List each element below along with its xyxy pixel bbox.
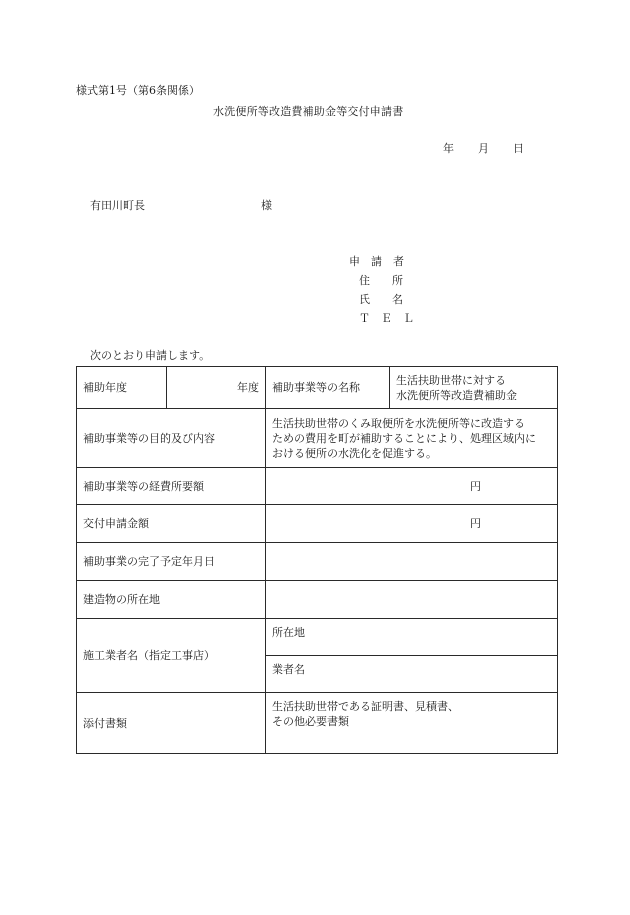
table-row	[77, 543, 558, 581]
applicant-label: 申 請 者	[349, 255, 404, 268]
attachments-value	[266, 693, 558, 754]
attachments-line: 生活扶助世帯である証明書、見積書、	[272, 700, 459, 713]
contractor-address-label: 所在地	[272, 626, 305, 639]
date-month: 月	[478, 142, 489, 155]
purpose-line: 生活扶助世帯のくみ取便所を水洗便所等に改造する	[272, 416, 525, 430]
building-location-label: 建造物の所在地	[77, 581, 266, 619]
date-year: 年	[443, 142, 454, 155]
addressee-name: 有田川町長	[90, 199, 145, 212]
project-name-line: 生活扶助世帯に対する	[396, 373, 506, 387]
request-amount-label: 交付申請金額	[77, 505, 266, 543]
date-line	[443, 142, 524, 156]
purpose-label: 補助事業等の目的及び内容	[77, 409, 266, 468]
table-row	[77, 409, 558, 468]
project-name-line: 水洗便所等改造費補助金	[396, 388, 517, 402]
project-name-value	[390, 367, 558, 409]
addressee	[90, 199, 272, 213]
table-row	[77, 619, 558, 656]
cost-unit: 円	[470, 479, 481, 493]
purpose-line: おける便所の水洗化を促進する。	[272, 446, 437, 460]
table-row	[77, 581, 558, 619]
form-number: 様式第1号（第6条関係）	[76, 84, 200, 97]
contractor-name-label: 業者名	[272, 663, 305, 676]
applicant-block	[349, 255, 419, 331]
building-location-field[interactable]	[266, 581, 558, 619]
cost-label: 補助事業等の経費所要額	[77, 468, 266, 505]
fiscal-year-field[interactable]	[167, 367, 266, 409]
applicant-address-label: 住 所	[359, 274, 403, 287]
contractor-label: 施工業者名（指定工事店）	[77, 619, 266, 693]
fiscal-year-unit: 年度	[237, 381, 259, 394]
completion-date-field[interactable]	[266, 543, 558, 581]
table-row	[77, 367, 558, 409]
document-title: 水洗便所等改造費補助金等交付申請書	[213, 105, 404, 118]
applicant-tel-label: Ｔ Ｅ Ｌ	[359, 312, 414, 325]
table-row	[77, 505, 558, 543]
purpose-line: ための費用を町が補助することにより、処理区域内に	[272, 431, 536, 445]
date-day: 日	[513, 142, 524, 155]
contractor-name-field[interactable]	[266, 656, 558, 693]
attachments-line: その他必要書類	[272, 715, 349, 728]
cost-field[interactable]	[266, 468, 558, 505]
table-row	[77, 468, 558, 505]
purpose-value	[266, 409, 558, 468]
fiscal-year-label: 補助年度	[77, 367, 167, 409]
applicant-name-label: 氏 名	[359, 293, 403, 306]
request-amount-field[interactable]	[266, 505, 558, 543]
request-amount-unit: 円	[470, 517, 481, 530]
table-row	[77, 693, 558, 754]
contractor-address-field[interactable]	[266, 619, 558, 656]
attachments-label: 添付書類	[77, 693, 266, 754]
addressee-honorific: 様	[261, 199, 272, 212]
project-name-label: 補助事業等の名称	[266, 367, 390, 409]
completion-date-label: 補助事業の完了予定年月日	[77, 543, 266, 581]
intro-text: 次のとおり申請します。	[90, 349, 211, 362]
application-table	[76, 366, 558, 754]
